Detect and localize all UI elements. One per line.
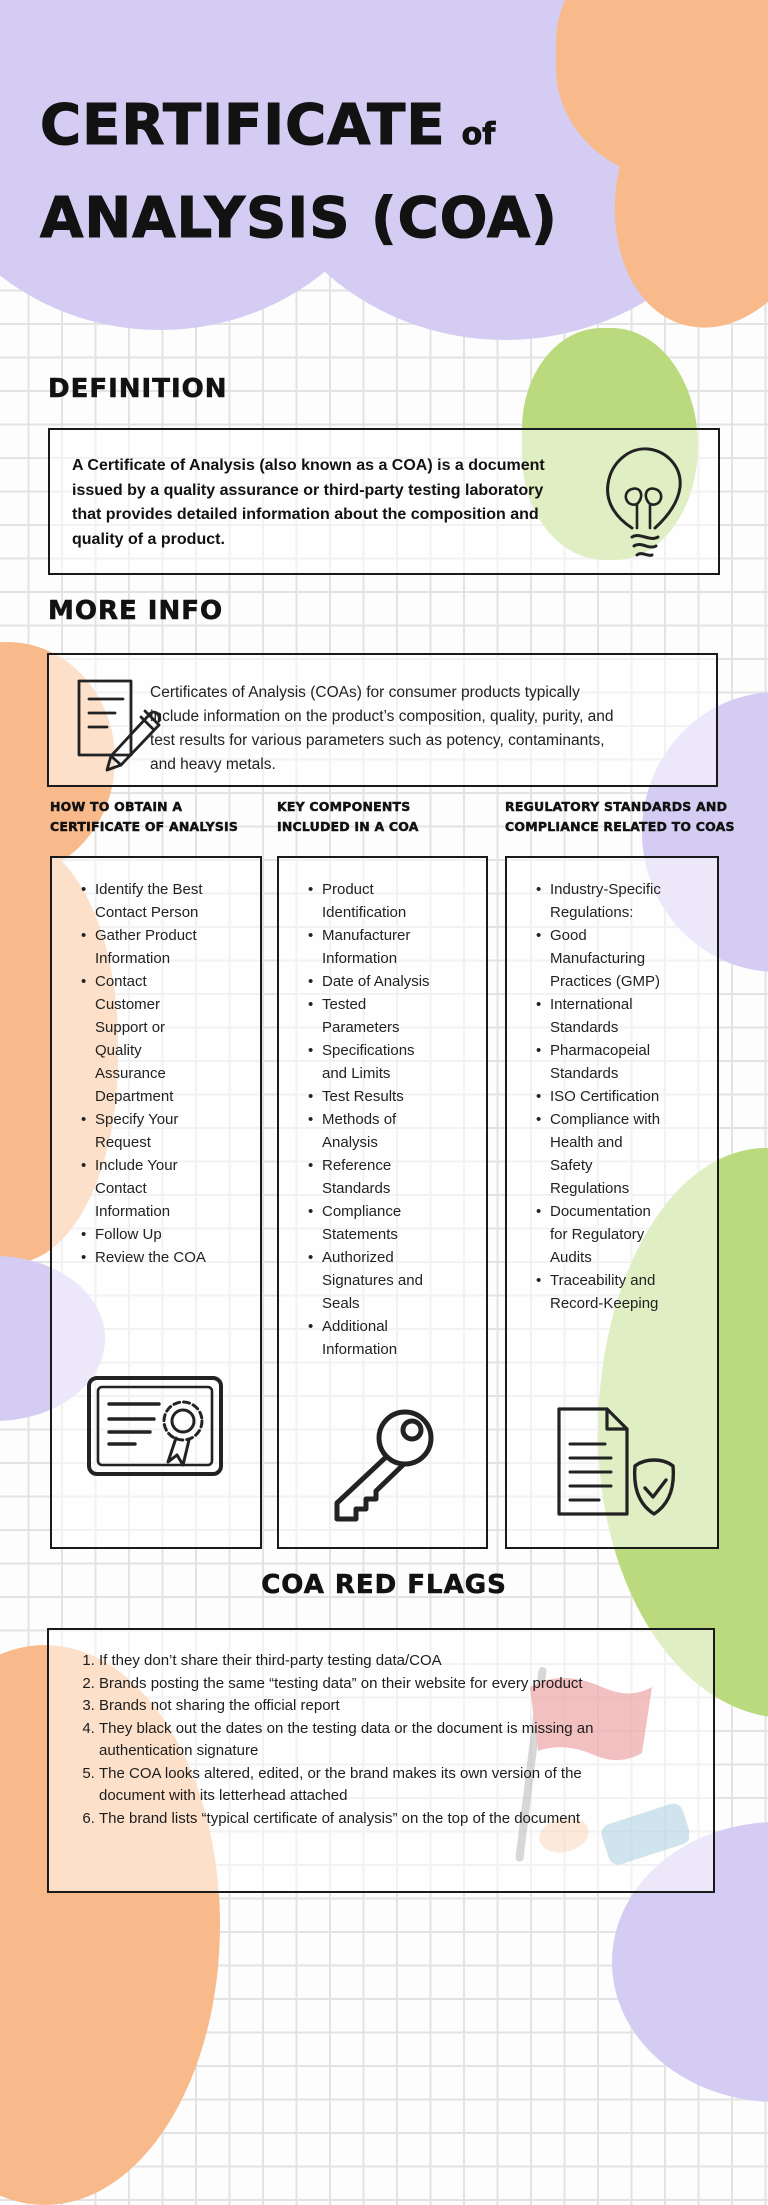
definition-text: A Certificate of Analysis (also known as a COA) is a document issued by a quality assurance or third-party testing laboratory that provides detailed information about the composition and quality of a product. (72, 457, 545, 548)
list-item: • Compliance with Health and Safety Regulations (535, 1108, 664, 1200)
list-item: • Authorized Signatures and Seals (307, 1246, 436, 1315)
list-item: • Specify Your Request (80, 1108, 209, 1154)
list-item: • Include Your Contact Information (80, 1154, 209, 1223)
column-1-list (52, 858, 260, 1269)
list-item: 5. The COA looks altered, edited, or the brand makes its own version of the document with its letterhead attached (99, 1763, 604, 1808)
red-flags-heading: COA RED FLAGS (261, 1570, 507, 1600)
document-shield-icon (547, 1404, 689, 1520)
certificate-icon (84, 1370, 226, 1482)
list-item: • Tested Parameters (307, 993, 436, 1039)
list-item: • Follow Up (80, 1223, 209, 1246)
definition-box (48, 428, 720, 575)
list-item: • Specifications and Limits (307, 1039, 436, 1085)
list-item: • Reference Standards (307, 1154, 436, 1200)
column-2-title: KEY COMPONENTS INCLUDED IN A COA (277, 799, 419, 834)
list-item: 2. Brands posting the same “testing data” on their website for every product (99, 1673, 604, 1696)
more-info-heading: MORE INFO (48, 596, 224, 626)
column-1-box (50, 856, 262, 1549)
column-3-list (507, 858, 717, 1315)
column-2-box (277, 856, 488, 1549)
list-item: • Pharmacopeial Standards (535, 1039, 664, 1085)
list-item: • ISO Certification (535, 1085, 664, 1108)
list-item: • Contact Customer Support or Quality Assurance Department (80, 970, 209, 1108)
list-item: • Compliance Statements (307, 1200, 436, 1246)
list-item: • Review the COA (80, 1246, 209, 1269)
list-item: 1. If they don’t share their third-party testing data/COA (99, 1650, 604, 1673)
list-item: • International Standards (535, 993, 664, 1039)
list-item: • Methods of Analysis (307, 1108, 436, 1154)
list-item: • Industry-Specific Regulations: (535, 878, 664, 924)
column-3-box (505, 856, 719, 1549)
column-1-title: HOW TO OBTAIN A CERTIFICATE OF ANALYSIS (50, 799, 239, 834)
note-pencil-icon (69, 673, 169, 773)
more-info-text: Certificates of Analysis (COAs) for consumer products typically include information on the product’s composition, quality, purity, and test results for various parameters such as potency, contaminants, and heavy metals. (150, 684, 614, 773)
list-item: • Manufacturer Information (307, 924, 436, 970)
list-item: • Date of Analysis (307, 970, 436, 993)
key-icon (319, 1398, 445, 1524)
page-title (40, 84, 558, 261)
definition-heading: DEFINITION (48, 374, 228, 404)
list-item: • Traceability and Record-Keeping (535, 1269, 664, 1315)
list-item: • Additional Information (307, 1315, 436, 1361)
list-item: • Identify the Best Contact Person (80, 878, 209, 924)
list-item: 6. The brand lists “typical certificate of analysis” on the top of the document (99, 1808, 604, 1831)
list-item: • Gather Product Information (80, 924, 209, 970)
page-title-line2: ANALYSIS (COA) (40, 186, 558, 251)
lightbulb-icon (592, 438, 696, 566)
page-title-line1: CERTIFICATE (40, 93, 446, 158)
page-title-small-word: of (461, 117, 496, 152)
list-item: 4. They black out the dates on the testing data or the document is missing an authentication signature (99, 1718, 604, 1763)
red-flags-list (49, 1630, 604, 1830)
list-item: • Product Identification (307, 878, 436, 924)
column-2-list (279, 858, 486, 1361)
column-3-title: REGULATORY STANDARDS AND COMPLIANCE RELATED TO COAS (505, 799, 735, 834)
more-info-box (47, 653, 718, 787)
list-item: • Good Manufacturing Practices (GMP) (535, 924, 664, 993)
list-item: • Documentation for Regulatory Audits (535, 1200, 664, 1269)
list-item: 3. Brands not sharing the official report (99, 1695, 604, 1718)
red-flags-box (47, 1628, 715, 1893)
list-item: • Test Results (307, 1085, 436, 1108)
